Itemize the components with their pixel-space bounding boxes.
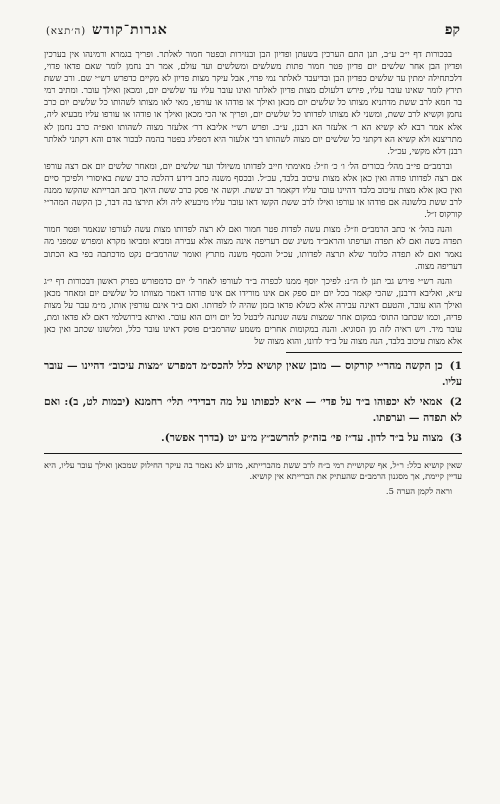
document-page bbox=[44, 22, 462, 497]
footnote-separator bbox=[286, 352, 462, 353]
book-title-text: אגרות־קודש bbox=[92, 22, 168, 38]
footnote bbox=[44, 431, 462, 447]
footnote-number: 1) bbox=[449, 360, 462, 373]
editor-note: שאין קושיא כלל: ר״ל, אף שקושיית רמי ב״ח לרב ששת מהברייתא, מדוע לא נאמר בה עיקר החילוק שמכאן ואילך עובר עליו, היא עדיין קיימת, אך מסגנון הרמב״ם שהעתיק את הברייתא אין קושיא. bbox=[44, 459, 462, 482]
book-title bbox=[46, 22, 168, 39]
main-text bbox=[44, 49, 462, 348]
paragraph: והנה בהל׳ א׳ כתב הרמב״ם וז״ל: מצות עשה לפדות פטר חמור ואם לא רצה לפדותו מצות עשה לעורפו שנאמר ופטר חמור תפדה בשה ואם לא תפדה וערפתו והראב״ד משיג שם דעריפה אינה מצוה אלא עבירה ומביא ומביאו מקרא ומפרש שמפני מה נאמר ואם לא תפדה כלומר שלא תרצה לפדותו, עכ״ל והכסף משנה מתרץ ואומר שהרמב״ם נקט מדכתבה בפי בא הכתוב דעריפה מצוה. bbox=[44, 225, 462, 272]
paragraph: בבכורות דף י״ב ע״ב, תנן התם הערכין בשעתן ופדיון הבן ובנזירות ובפטר חמור לאלתר. ופריך בגמרא ורמינהו אין בערכין ופדיון הבן אחר שלשים יום פדיון פטר חמור פתות משלשים ומשלשים ועד עולם, אמר רב נחמן לומר שאם פדאו פדוי, דלכתחילה ימתין עד שלשים כפדיון הבן ובדיעבד לאלתר נמי פדוי, אבל עיקר מצות פדיון לא מקיים כדפרש רש״י שם. ורב ששת תירץ לומר שאינו עובר עליו, פירש דלעולם מצות פדיון לאלתר ואינו עובר עליו עד שלשים יום, ומכאן ואילך עובר. ומתיב רמי בר חמא לרב ששת מדתניא מצותו כל שלשים יום מכאן ואילך או פודהו או עורפו, מאי לאו מצותו לשהותו כל שלשים יום כרב נחמן וקשיא לרב ששת, ומשני לא מצותו לפדותו כל שלשים יום, ופריך אי הכי מכאן ואילך או פודהו או עורפו עליו מבעיא ליה, אלא אמר רבא לא קשיא הא ר׳ אלעזר הא רבנן, ע״כ. ופרש רש״י אליבא דר׳ אלעזר מצוה לשהותו ואפ״ה כרב נחמן לא מתריצנא ולא קשיא הא דקתני כל שלשים יום מצוה לשהותו רבי אלעזר היא דמפליג בפטר בהמה לבכור אדם והא דקתני לאלתר רבנן דלא מקשי, עכ״ל. bbox=[44, 50, 462, 157]
footnote bbox=[44, 395, 462, 426]
footnote-text: כן הקשה מהר״י קורקוס — מובן שאין קושיא כלל להכס״מ דמפרש ״מצות עיכוב״ דהיינו — עובר עליו. bbox=[44, 360, 462, 388]
page-number: קפ bbox=[444, 22, 460, 38]
footnote-number: 2) bbox=[449, 396, 462, 409]
paragraph: והנה רש״י פירש גבי תנן לו ה״נ: לפיכך יוסף ממנו לכפרה ב״ד לעורפו לאחר ל׳ יום כדמפורש בפרק ראשון דבכורות דף י״ג ע״א, ואליבא דרבנן, שהכי קאמר בכל יום יום ספק אם אינו מורידו אם אינו פודהו דאמר מצוותו כל שלשים יום ומאחר מכאן ואילך הוא עובר, והטעם דאינה עבירה אלא כשלא פדאו בזמן שהיה לו לפדותו. ואם ב״ד אינם עורפין אותו, מ״מ עבר על מצות פדיה, וכמו שכתבו התוס׳ במקום אחר שמצות עשה שנתנה ליבטל כל יום ויום הוא עובר. ואיתא בירושלמי דאם לא פדאו ומת, עובר מיד. ויש ראיה לזה מן הסוגיא. והנה במקומות אחרים משמע שהרמב״ם פוסק דאינו עובר כלל, ומלשונו שכתב ואין כאן אלא מצות עיכוב בלבד, הנה מצוה על ב״ד לדונו, והוא מצוה של bbox=[44, 276, 462, 348]
paragraph: וברמב״ם פי״ב מהל׳ בכורים הל׳ ו׳ כ׳ וז״ל: מאימתי חייב לפדותו משיולד ועד שלשים יום, ומאחר שלשים יום אם רצה עורפו אם רצה לפדותו פודה ואין כאן אלא מצות עיכוב בלבד, עכ״ל. ובכסף משנה כתב דידע דהלכה כרב ששת באיסורי ולפיכך סיים ואין כאן אלא מצות עיכוב בלבד דהיינו עובר עליו דקאמר רב ששת. וקשה אי פסק כרב ששת היאך כתב הברייתא שהקשו ממנה לרב ששת בלשונה אם פודהו או עורפו ואילו לרב ששת הקשו דאו עובר עליו מיבעיא ליה ולא תירצו בה דבר, כן הקשה המהר״י קורקוס ז״ל. bbox=[44, 161, 462, 221]
editor-note: וראה לקמן הערה 5. bbox=[385, 485, 452, 496]
footnote-text: אמאי לא יכפוהו ב״ד על פדי׳ — א״א לכפותו על מה דבדידי׳ תלי׳ רחמנא (יבמות לט, ב): ואם לא תפדה — וערפתו. bbox=[44, 396, 462, 424]
footnotes bbox=[44, 359, 462, 447]
editor-notes bbox=[44, 460, 462, 498]
footnote bbox=[44, 359, 462, 390]
running-header bbox=[44, 22, 462, 43]
notes-separator bbox=[44, 453, 462, 454]
footnote-number: 3) bbox=[449, 432, 462, 445]
footnote-text: מצוה על ב״ד לדון. עד״ז פי׳ בזה״ק להרשב״ץ מ״ע יט (בדרך אפשר). bbox=[161, 432, 443, 445]
letter-number: (ה׳תצא) bbox=[46, 26, 87, 37]
